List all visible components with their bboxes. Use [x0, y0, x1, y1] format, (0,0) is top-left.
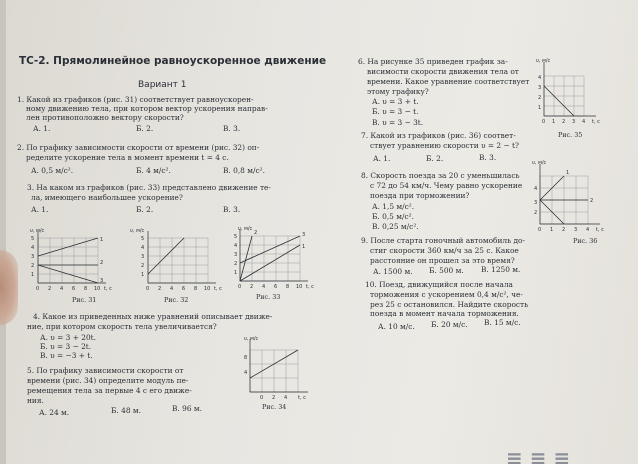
q8-line2: с 72 до 54 км/ч. Чему равно ускорение — [370, 181, 523, 190]
fig32-xtick-8: 8 — [194, 286, 198, 292]
fig31-ytick-2: 2 — [31, 263, 35, 269]
fig32-xtick-6: 6 — [182, 286, 186, 292]
fig32-axes — [148, 231, 216, 283]
fig35-xtick-1: 1 — [552, 119, 556, 125]
fig31-caption: Рис. 31 — [72, 296, 97, 304]
q4-line2: ние, при котором скорость тела увеличивается? — [27, 322, 217, 331]
fig34-caption: Рис. 34 — [262, 403, 287, 411]
q5-line1: 5. По графику зависимости скорости от — [27, 366, 184, 375]
figure-33 — [228, 226, 320, 294]
q5-line3: ремещения тела за первые 4 с его движе- — [27, 386, 192, 395]
fig34-grid — [250, 350, 298, 392]
q10-answer-a: А. 10 м/с. — [378, 322, 415, 331]
q9-answer-b: Б. 500 м. — [429, 266, 464, 275]
q7-line2: ствует уравнению скорости υ = 2 − t? — [370, 141, 519, 150]
fig32-ytick-3: 3 — [141, 254, 145, 260]
fig36-xtick-3: 3 — [574, 227, 578, 233]
fig31-ytick-4: 4 — [31, 245, 35, 251]
q3-answer-c: В. 3. — [223, 205, 241, 214]
fig36-xaxis: t, с — [596, 227, 604, 233]
q10-line4: поезда в момент начала торможения. — [370, 309, 519, 318]
fig35-xaxis: t, с — [592, 119, 600, 125]
fig36-caption: Рис. 36 — [573, 237, 598, 245]
fig35-caption: Рис. 35 — [558, 131, 583, 139]
fig31-label-2: 2 — [100, 260, 104, 266]
fig33-yaxis: υ, м/с — [238, 226, 253, 232]
fig34-yaxis: υ, м/с — [244, 336, 259, 342]
margin-marks: ≡ ≡ ≡ — [506, 446, 571, 464]
fig33-xtick-4: 4 — [262, 284, 266, 290]
fig34-xaxis: t, с — [298, 395, 306, 401]
fig33-xtick-8: 8 — [286, 284, 290, 290]
q7-answer-c: В. 3. — [479, 153, 497, 162]
fig36-xtick-2: 2 — [562, 227, 566, 233]
q3-line2: ла, имеющего наибольшее ускорение? — [31, 193, 183, 202]
fig36-yaxis: υ, м/с — [532, 160, 547, 166]
fig33-xtick-10: 10 — [296, 284, 303, 290]
fig36-ytick-2: 2 — [534, 210, 538, 216]
q1-answer-c: В. 3. — [223, 124, 241, 133]
fig35-xtick-3: 3 — [572, 119, 576, 125]
fig33-xtick-0: 0 — [238, 284, 242, 290]
fig34-axes — [250, 339, 308, 392]
q9-answer-c: В. 1250 м. — [481, 265, 521, 274]
q2-answer-c: В. 0,8 м/с². — [223, 166, 265, 175]
q5-answer-a: А. 24 м. — [39, 408, 70, 417]
q2-answer-b: Б. 4 м/с². — [136, 166, 171, 175]
q10-answer-b: Б. 20 м/с. — [431, 320, 468, 329]
fig35-xtick-2: 2 — [562, 119, 566, 125]
q4-answer-b: Б. υ = 3 − 2t. — [40, 342, 92, 351]
fig33-ytick-2: 2 — [234, 261, 238, 267]
fig35-ytick-2: 2 — [538, 95, 542, 101]
q1-line3: лен противоположно вектору скорости? — [26, 113, 184, 122]
q6-line4: этому графику? — [367, 87, 429, 96]
fig33-label-2: 2 — [254, 230, 258, 236]
fig31-ytick-5: 5 — [31, 236, 35, 242]
fig33-caption: Рис. 33 — [256, 293, 281, 301]
fig32-caption: Рис. 32 — [164, 296, 189, 304]
fig32-grid — [148, 238, 208, 283]
q4-line1: 4. Какое из приведенных ниже уравнений описывает движе- — [33, 312, 273, 321]
q8-line1: 8. Скорость поезда за 20 с уменьшилась — [361, 171, 520, 180]
q1-line1: 1. Какой из графиков (рис. 31) соответствует равноускорен- — [17, 95, 254, 104]
fig36-axes — [540, 164, 600, 224]
q1-answer-a: А. 1. — [33, 124, 51, 133]
q4-answer-c: В. υ = −3 + t. — [40, 351, 93, 360]
fig33-xaxis: t, с — [306, 284, 314, 290]
fig32-ytick-1: 1 — [141, 272, 145, 278]
q8-line3: поезда при торможении? — [370, 191, 470, 200]
q9-line2: стиг скорости 360 км/ч за 25 с. Какое — [370, 246, 519, 255]
fig35-axes — [544, 62, 596, 116]
q10-line2: торможения с ускорением 0,4 м/с², че- — [370, 290, 523, 299]
fig32-xtick-4: 4 — [170, 286, 174, 292]
q7-answer-b: Б. 2. — [426, 154, 444, 163]
q6-line3: времени. Какое уравнение соответствует — [367, 77, 530, 86]
variant-label: Вариант 1 — [138, 80, 187, 90]
fig33-xtick-6: 6 — [274, 284, 278, 290]
fig34-ytick-4: 4 — [244, 370, 248, 376]
fig33-line-3 — [240, 236, 300, 263]
fig35-ytick-4: 4 — [538, 75, 542, 81]
fig33-ytick-3: 3 — [234, 252, 238, 258]
fig36-xtick-4: 4 — [586, 227, 590, 233]
q7-answer-a: А. 1. — [373, 154, 391, 163]
q9-line1: 9. После старта гоночный автомобиль до- — [361, 236, 525, 245]
fig33-label-3: 3 — [302, 232, 306, 238]
fig31-xtick-6: 6 — [72, 286, 76, 292]
fig33-grid — [240, 236, 300, 281]
q5-line2: времени (рис. 34) определите модуль пе- — [27, 376, 189, 385]
fig32-xtick-2: 2 — [158, 286, 162, 292]
figure-31 — [28, 228, 120, 296]
q6-line1: 6. На рисунке 35 приведен график за- — [358, 57, 508, 66]
q6-answer-c: В. υ = 3 − 3t. — [372, 118, 424, 127]
q2-line2: ределите ускорение тела в момент времени t = 4 с. — [26, 153, 229, 162]
q1-answer-b: Б. 2. — [136, 124, 154, 133]
fig35-xtick-0: 0 — [542, 119, 546, 125]
fig31-grid — [38, 238, 98, 283]
fig34-xtick-2: 2 — [272, 395, 276, 401]
fig34-xtick-0: 0 — [260, 395, 264, 401]
fig33-label-1: 1 — [302, 244, 306, 250]
q3-line1: 3. На каком из графиков (рис. 33) представлено движение те- — [27, 183, 271, 192]
fig35-line — [544, 86, 574, 116]
q8-answer-c: В. 0,25 м/с². — [372, 222, 419, 231]
fig32-xtick-0: 0 — [146, 286, 150, 292]
q5-answer-c: В. 96 м. — [172, 404, 202, 413]
fig35-ytick-1: 1 — [538, 105, 542, 111]
fig35-yaxis: υ, м/с — [536, 58, 551, 64]
fig34-ytick-8: 8 — [244, 355, 248, 361]
q9-line3: расстояние он прошел за это время? — [370, 256, 515, 265]
fig31-label-3: 3 — [100, 278, 104, 284]
q10-answer-c: В. 15 м/с. — [484, 318, 521, 327]
fig36-xtick-0: 0 — [538, 227, 542, 233]
fig32-ytick-4: 4 — [141, 245, 145, 251]
q6-answer-b: Б. υ = 3 − t. — [372, 107, 419, 116]
q2-answer-a: А. 0,5 м/с². — [31, 166, 74, 175]
page-title: ТС-2. Прямолинейное равноускоренное движение — [19, 55, 327, 67]
fig34-xtick-4: 4 — [284, 395, 288, 401]
fig36-label-2: 2 — [590, 198, 594, 204]
fig36-ytick-4: 4 — [534, 186, 538, 192]
figure-32 — [128, 228, 220, 296]
fig35-grid — [544, 76, 584, 116]
q6-answer-a: А. υ = 3 + t. — [372, 97, 419, 106]
fig36-label-1: 1 — [566, 170, 570, 176]
fig32-ytick-5: 5 — [141, 236, 145, 242]
fig35-xtick-4: 4 — [582, 119, 586, 125]
fig36-label-3: 3 — [534, 200, 538, 206]
q9-answer-a: А. 1500 м. — [373, 267, 413, 276]
q5-line4: ния. — [27, 396, 44, 405]
q1-line2: ному движению тела, при котором вектор ускорения направ- — [26, 104, 268, 113]
fig31-xaxis: t, с — [104, 286, 112, 292]
q3-answer-a: А. 1. — [31, 205, 49, 214]
q5-answer-b: Б. 48 м. — [111, 406, 141, 415]
fig33-xtick-2: 2 — [250, 284, 254, 290]
figure-35 — [530, 56, 610, 126]
q8-answer-b: Б. 0,5 м/с². — [372, 212, 414, 221]
fig31-xtick-10: 10 — [94, 286, 101, 292]
q6-line2: висимости скорости движения тела от — [367, 67, 519, 76]
fig31-ytick-3: 3 — [31, 254, 35, 260]
fig31-label-1: 1 — [100, 237, 104, 243]
q8-answer-a: А. 1,5 м/с². — [372, 202, 415, 211]
q10-line1: 10. Поезд, движущийся после начала — [365, 280, 513, 289]
finger-shadow — [0, 250, 18, 325]
figure-36 — [530, 160, 614, 234]
figure-34 — [238, 336, 318, 404]
q2-line1: 2. По графику зависимости скорости от времени (рис. 32) оп- — [17, 143, 260, 152]
q7-line1: 7. Какой из графиков (рис. 36) соответ- — [361, 131, 516, 140]
q4-answer-a: А. υ = 3 + 20t. — [40, 333, 96, 342]
fig33-ytick-1: 1 — [234, 270, 238, 276]
fig36-xtick-1: 1 — [550, 227, 554, 233]
q10-line3: рез 25 с остановился. Найдите скорость — [370, 300, 529, 309]
fig33-ytick-5: 5 — [234, 234, 238, 240]
q3-answer-b: Б. 2. — [136, 205, 154, 214]
fig32-xtick-10: 10 — [204, 286, 211, 292]
fig31-xtick-0: 0 — [36, 286, 40, 292]
fig31-yaxis: υ, м/с — [30, 228, 45, 234]
fig31-ytick-1: 1 — [31, 272, 35, 278]
fig32-xaxis: t, с — [214, 286, 222, 292]
fig33-ytick-4: 4 — [234, 243, 238, 249]
fig31-xtick-4: 4 — [60, 286, 64, 292]
fig35-ytick-3: 3 — [538, 85, 542, 91]
fig31-xtick-2: 2 — [48, 286, 52, 292]
fig31-xtick-8: 8 — [84, 286, 88, 292]
fig32-yaxis: υ, м/с — [130, 228, 145, 234]
fig32-ytick-2: 2 — [141, 263, 145, 269]
